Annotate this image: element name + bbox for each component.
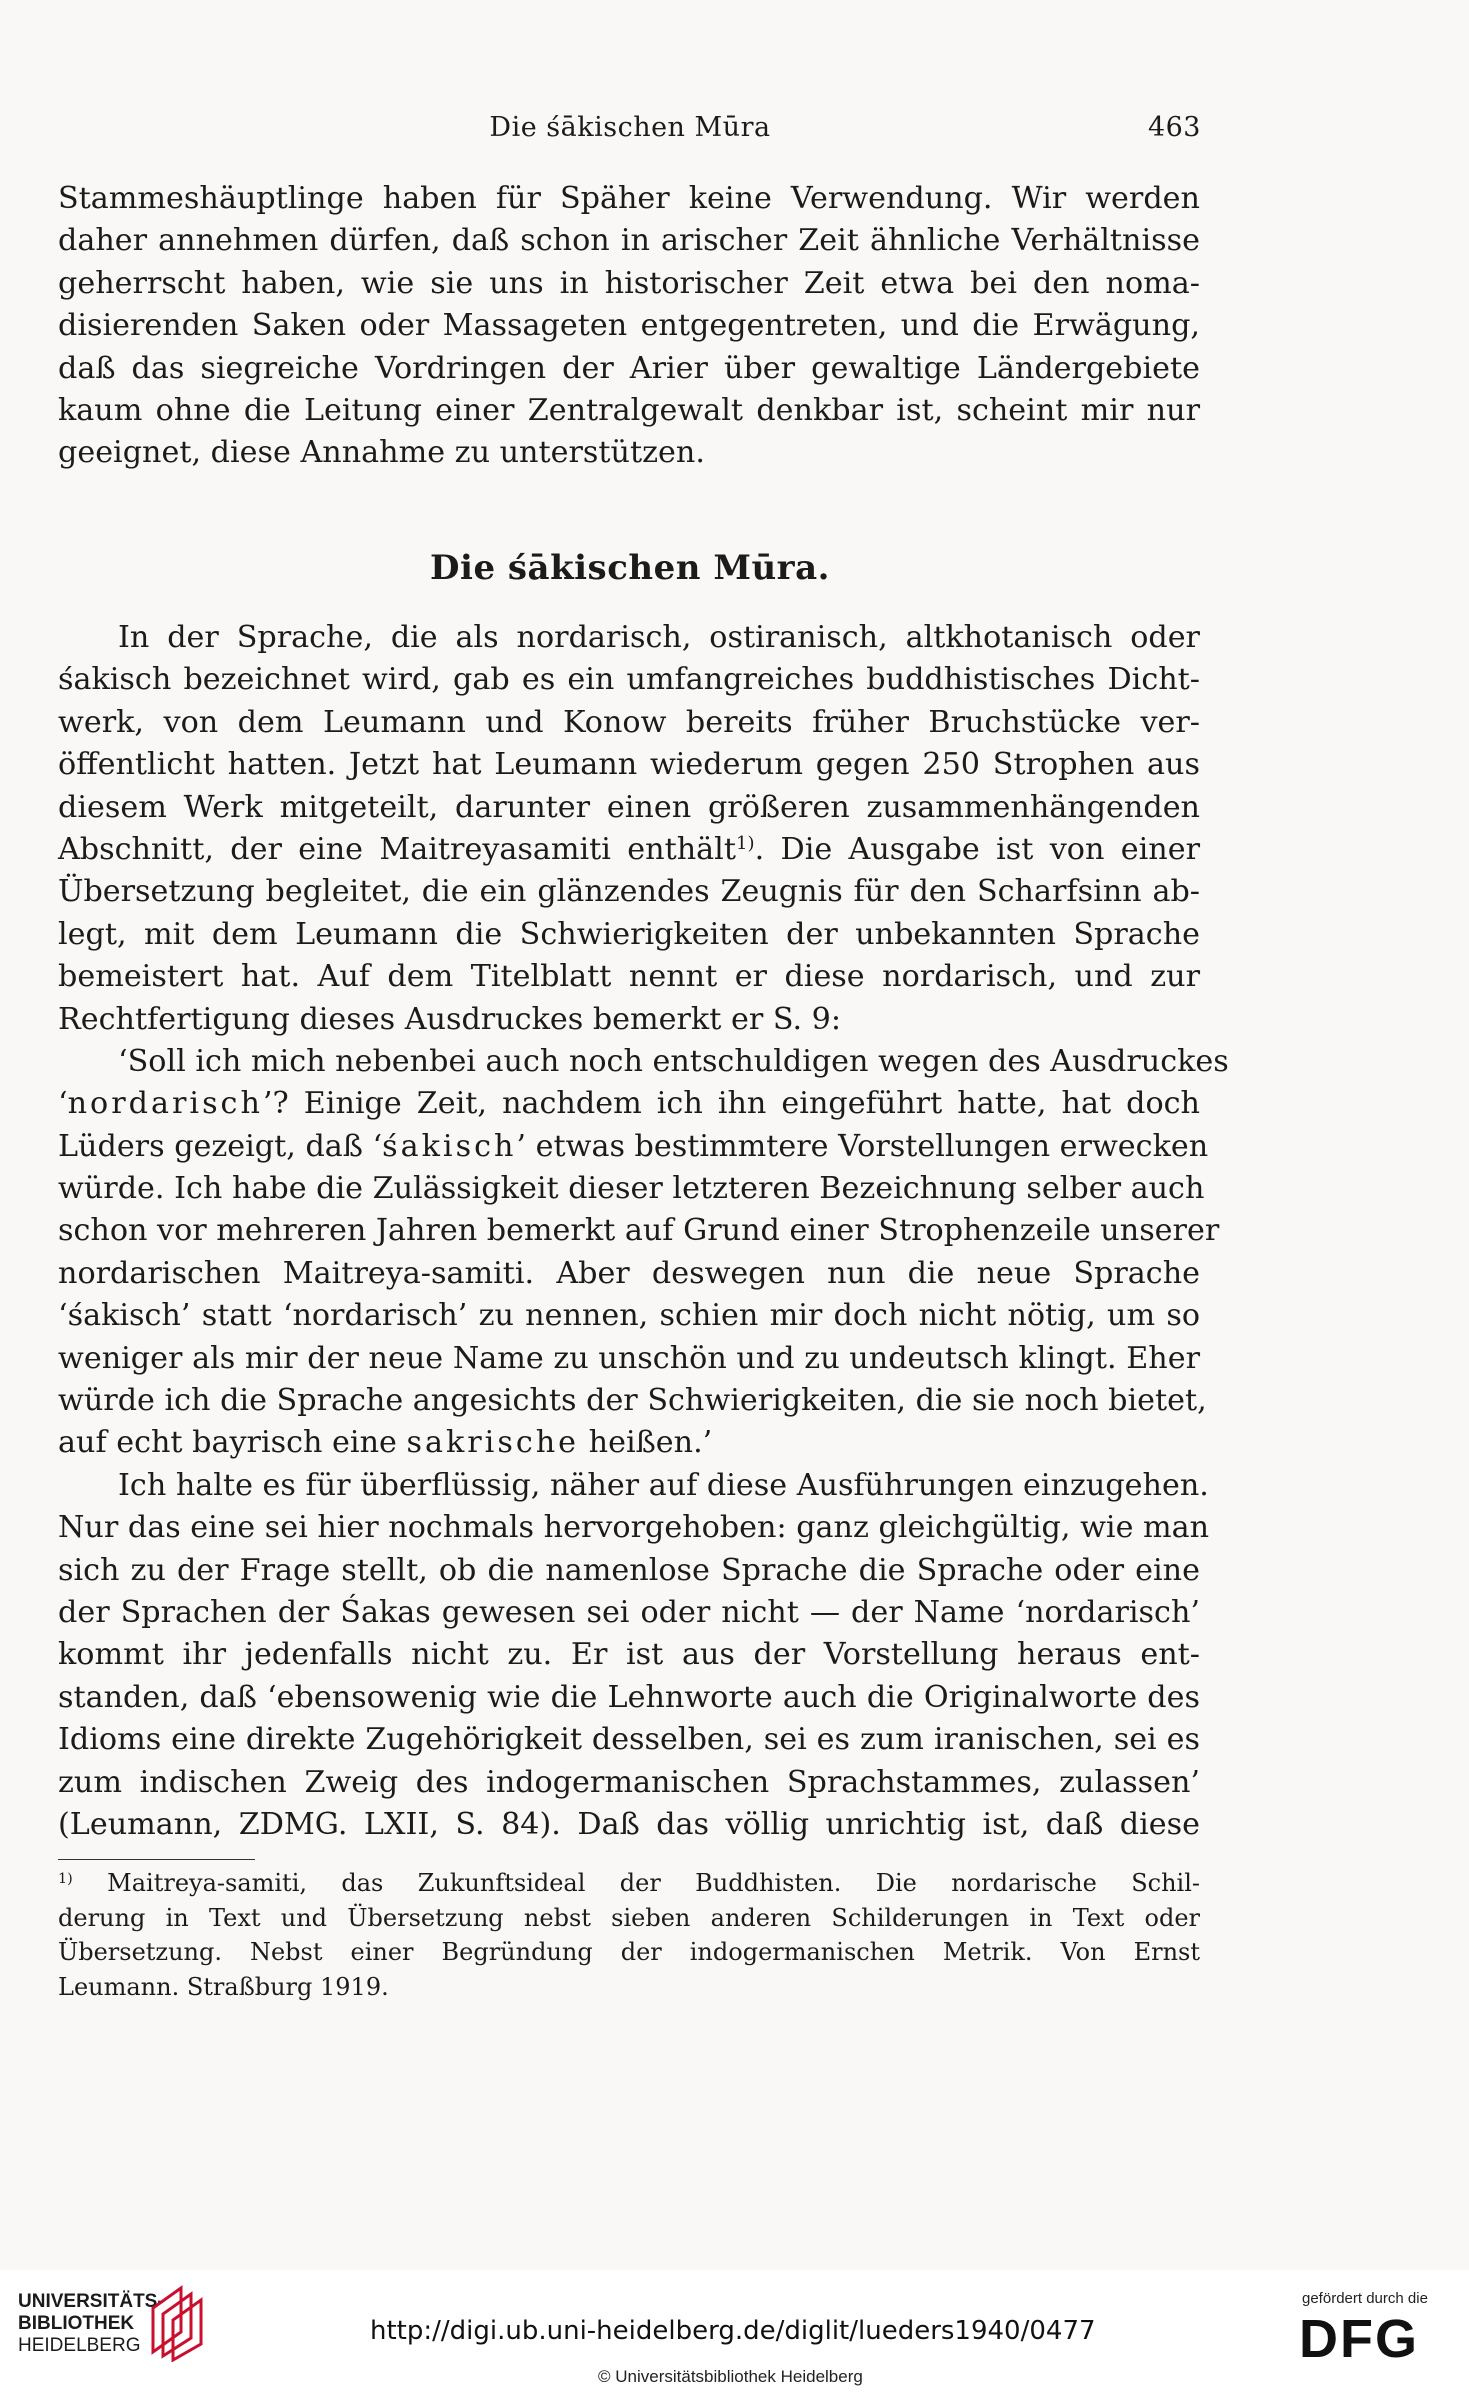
text-fragment: heißen.’ — [579, 1425, 713, 1461]
spaced-term: nordarisch — [67, 1086, 263, 1122]
dfg-logo — [1297, 2305, 1447, 2365]
text-line: kaum ohne die Leitung einer Zentralgewalt denkbar ist, scheint mir nur — [58, 392, 1200, 428]
footnote-line: Leumann. Straßburg 1919. — [58, 1972, 389, 2001]
text-line — [58, 829, 1200, 871]
page-number: 463 — [1147, 112, 1201, 143]
text-line: śakisch bezeichnet wird, gab es ein umfangreiches buddhistisches Dicht- — [58, 662, 1200, 698]
quote-line: weniger als mir der neue Name zu unschön und zu undeutsch klingt. Eher — [58, 1340, 1200, 1376]
copyright-notice: © Universitätsbibliothek Heidelberg — [598, 2367, 863, 2386]
text-fragment: ’? Einige Zeit, nachdem ich ihn eingeführt hatte, hat doch — [262, 1086, 1200, 1122]
text-line: daher annehmen dürfen, daß schon in arischer Zeit ähnliche Verhältnisse — [58, 223, 1200, 259]
footnote-line: derung in Text und Übersetzung nebst sieben anderen Schilderungen in Text oder — [58, 1903, 1200, 1932]
dfg-logo-text: DFG — [1299, 2309, 1419, 2365]
footnote-line: Übersetzung. Nebst einer Begründung der indogermanischen Metrik. Von Ernst — [58, 1938, 1200, 1966]
text-fragment: auf echt bayrisch eine — [58, 1425, 407, 1461]
text-line: Idioms eine direkte Zugehörigkeit desselben, sei es zum iranischen, sei es — [58, 1722, 1200, 1758]
text-line: sich zu der Frage stellt, ob die namenlose Sprache die Sprache oder eine — [58, 1552, 1200, 1588]
footnote-marker: 1) — [58, 1871, 73, 1888]
text-line: werk, von dem Leumann und Konow bereits früher Bruchstücke ver- — [58, 704, 1200, 740]
text-line: kommt ihr jedenfalls nicht zu. Er ist aus der Vorstellung heraus ent- — [58, 1637, 1200, 1673]
footnote — [58, 1866, 1200, 2004]
library-line: BIBLIOTHEK — [18, 2313, 135, 2334]
quote-line — [58, 1126, 1209, 1168]
text-fragment: Abschnitt, der eine Maitreyasamiti enthält — [58, 831, 736, 867]
text-line: Übersetzung begleitet, die ein glänzendes Zeugnis für den Scharfsinn ab- — [58, 874, 1200, 910]
running-title: Die śākischen Mūra — [489, 112, 771, 143]
text-line: zum indischen Zweig des indogermanischen Sprachstammes, zulassen’ — [58, 1764, 1200, 1800]
quote-line — [58, 1422, 1200, 1464]
library-name — [18, 2291, 164, 2357]
section-heading: Die śākischen Mūra. — [430, 548, 830, 588]
text-line: legt, mit dem Leumann die Schwierigkeiten der unbekannten Sprache — [58, 916, 1200, 952]
footnote-line — [58, 1866, 1200, 1901]
quote-line — [58, 1083, 1200, 1125]
text-fragment: ’ etwas bestimmtere Vorstellungen erwecken — [516, 1128, 1209, 1164]
text-line: Ich halte es für überflüssig, näher auf diese Ausführungen einzugehen. — [118, 1467, 1209, 1503]
library-logo-icon — [145, 2282, 205, 2362]
text-line: standen, daß ‘ebensowenig wie die Lehnworte auch die Originalworte des — [58, 1679, 1200, 1715]
spaced-term: śakisch — [382, 1128, 517, 1164]
permalink-url[interactable]: http://digi.ub.uni-heidelberg.de/diglit/lueders1940/0477 — [370, 2316, 1096, 2346]
quote-line: würde ich die Sprache angesichts der Schwierigkeiten, die sie noch bietet, — [58, 1383, 1207, 1419]
text-line: der Sprachen der Śakas gewesen sei oder nicht — der Name ‘nordarisch’ — [58, 1594, 1200, 1630]
library-line: UNIVERSITÄTS- — [18, 2291, 164, 2312]
text-line: Stammeshäuptlinge haben für Späher keine Verwendung. Wir werden — [58, 181, 1200, 216]
text-fragment: Lüders gezeigt, daß ‘ — [58, 1128, 383, 1164]
quote-line: würde. Ich habe die Zulässigkeit dieser letzteren Bezeichnung selber auch — [58, 1171, 1205, 1207]
text-fragment: Maitreya-samiti, das Zukunftsideal der Buddhisten. Die nordarische Schil- — [72, 1869, 1200, 1897]
paragraph-2 — [58, 617, 1229, 1846]
text-line: (Leumann, ZDMG. LXII, S. 84). Daß das völlig unrichtig ist, daß diese — [58, 1806, 1200, 1842]
library-line: HEIDELBERG — [18, 2335, 141, 2356]
text-line: geherrscht haben, wie sie uns in historischer Zeit etwa bei den noma- — [58, 265, 1200, 301]
footnote-rule — [58, 1859, 255, 1860]
text-line: Nur das eine sei hier nochmals hervorgehoben: ganz gleichgültig, wie man — [58, 1510, 1210, 1546]
text-line: disierenden Saken oder Massageten entgegentreten, und die Erwägung, — [58, 308, 1200, 344]
quote-line: ‘śakisch’ statt ‘nordarisch’ zu nennen, schien mir doch nicht nötig, um so — [58, 1298, 1200, 1334]
paragraph-1 — [58, 178, 1200, 475]
spaced-term: sakrische — [406, 1425, 580, 1461]
text-line: geeignet, diese Annahme zu unterstützen. — [58, 435, 705, 471]
quote-line: ‘Soll ich mich nebenbei auch noch entschuldigen wegen des Ausdruckes — [118, 1043, 1229, 1079]
quote-line: nordarischen Maitreya-samiti. Aber deswegen nun die neue Sprache — [58, 1255, 1200, 1291]
text-line: öffentlicht hatten. Jetzt hat Leumann wiederum gegen 250 Strophen aus — [58, 747, 1200, 783]
text-fragment: . Die Ausgabe ist von einer — [754, 831, 1200, 867]
text-fragment: ‘ — [58, 1086, 68, 1122]
text-line: Rechtfertigung dieses Ausdruckes bemerkt er S. 9: — [58, 1001, 842, 1037]
footnote-reference[interactable]: 1) — [735, 833, 755, 854]
funded-by-label: gefördert durch die — [1302, 2290, 1428, 2307]
text-line: diesem Werk mitgeteilt, darunter einen größeren zusammenhängenden — [58, 789, 1200, 825]
text-line: daß das siegreiche Vordringen der Arier über gewaltige Ländergebiete — [58, 350, 1200, 386]
text-line: bemeistert hat. Auf dem Titelblatt nennt er diese nordarisch, und zur — [58, 959, 1200, 995]
text-line: In der Sprache, die als nordarisch, ostiranisch, altkhotanisch oder — [118, 620, 1200, 655]
quote-line: schon vor mehreren Jahren bemerkt auf Grund einer Strophenzeile unserer — [58, 1213, 1220, 1249]
